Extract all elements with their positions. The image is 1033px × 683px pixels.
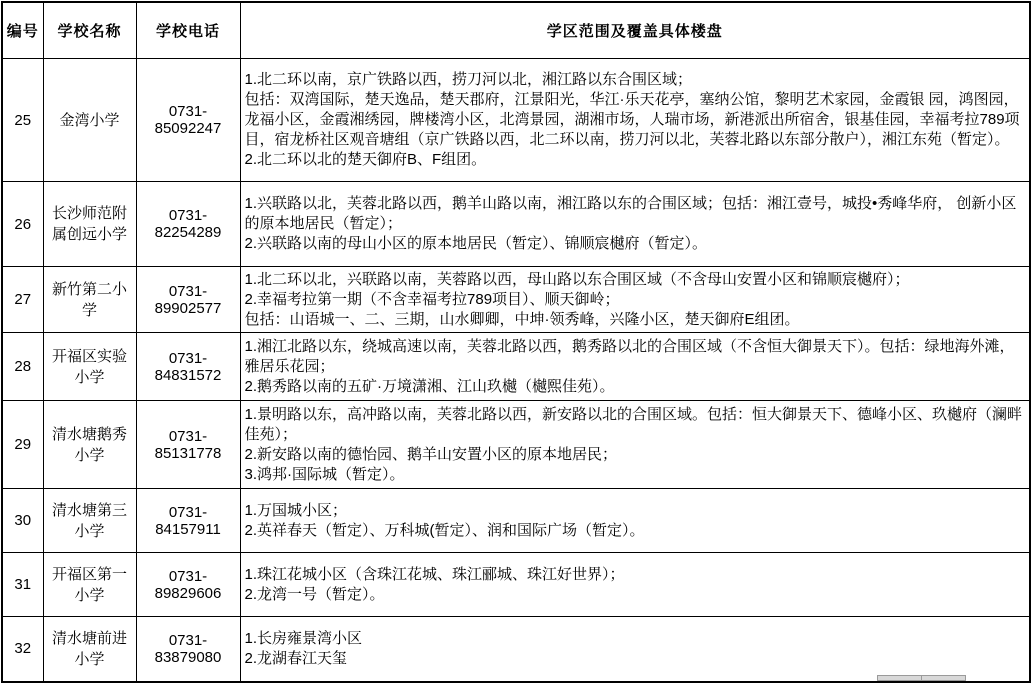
partial-next-row-fragment-left (877, 675, 922, 681)
district-range-line: 1.兴联路以北，芙蓉北路以西，鹅羊山路以南，湘江路以东的合围区域；包括：湘江壹号，城投•秀峰华府， 创新小区的原本地居民（暂定）； (244, 195, 1017, 232)
row-id-cell: 25 (2, 59, 43, 182)
row-id-cell: 32 (2, 617, 43, 682)
school-phone-cell: 0731-84157911 (136, 489, 240, 553)
school-name-cell: 新竹第二小学 (43, 267, 136, 333)
header-row (2, 2, 1030, 59)
row-id-cell: 28 (2, 333, 43, 401)
school-name-cell: 开福区实验小学 (43, 333, 136, 401)
district-range-line: 1.北二环以南，京广铁路以西，捞刀河以北，湘江路以东合围区域； (244, 71, 693, 88)
school-phone-cell: 0731-85092247 (136, 59, 240, 182)
school-phone-cell: 0731-84831572 (136, 333, 240, 401)
district-range-line: 2.英祥春天（暂定）、万科城(暂定）、润和国际广场（暂定）。 (244, 521, 645, 539)
school-phone-cell: 0731-89829606 (136, 553, 240, 617)
partial-next-row-fragment-right (921, 675, 966, 681)
row-id-cell: 26 (2, 182, 43, 267)
district-range-cell (240, 59, 1030, 182)
district-range-line: 3.鸿邦·国际城（暂定）。 (244, 465, 405, 483)
district-range-line: 1.长房雍景湾小区 (244, 629, 363, 647)
school-name-cell: 清水塘前进小学 (43, 617, 136, 682)
school-district-table (1, 1, 1031, 683)
district-range-cell (240, 617, 1030, 682)
district-range-cell (240, 401, 1030, 489)
district-range-cell (240, 182, 1030, 267)
district-range-line: 1.湘江北路以东，绕城高速以南，芙蓉北路以西，鹅秀路以北的合围区域（不含恒大御景天下）。包括：绿地海外滩，雅居乐花园； (244, 337, 1015, 375)
header-school-phone: 学校电话 (136, 2, 240, 59)
header-district-range: 学区范围及覆盖具体楼盘 (240, 2, 1030, 59)
district-range-cell (240, 267, 1030, 333)
district-range-cell (240, 333, 1030, 401)
district-range-line: 1.万国城小区； (244, 501, 348, 519)
district-range-line: 2.北二环以北的楚天御府B、F组团。 (244, 151, 487, 168)
header-id: 编号 (2, 2, 43, 59)
district-range-line: 2.新安路以南的德怡园、鹅羊山安置小区的原本地居民； (244, 445, 618, 463)
school-phone-cell: 0731-89902577 (136, 267, 240, 333)
district-range-line: 2.兴联路以南的母山小区的原本地居民（暂定）、锦顺宸樾府（暂定）。 (244, 235, 708, 252)
district-range-line: 1.珠江花城小区（含珠江花城、珠江郦城、珠江好世界）； (244, 565, 625, 583)
row-id-cell: 27 (2, 267, 43, 333)
table-row (2, 333, 1030, 401)
table-row (2, 553, 1030, 617)
district-range-line: 2.龙湖春江天玺 (244, 649, 348, 667)
district-range-line: 包括：山语城一、二、三期，山水卿卿，中坤·领秀峰，兴隆小区，楚天御府E组团。 (244, 310, 800, 328)
district-range-cell (240, 553, 1030, 617)
school-phone-cell: 0731-85131778 (136, 401, 240, 489)
table-row (2, 489, 1030, 553)
school-name-cell: 金湾小学 (43, 59, 136, 182)
school-phone-cell: 0731-82254289 (136, 182, 240, 267)
table-row (2, 267, 1030, 333)
table-row (2, 182, 1030, 267)
school-name-cell: 长沙师范附属创远小学 (43, 182, 136, 267)
row-id-cell: 29 (2, 401, 43, 489)
table-row (2, 59, 1030, 182)
school-name-cell: 清水塘第三小学 (43, 489, 136, 553)
table-header (2, 2, 1030, 59)
district-range-line: 2.幸福考拉第一期（不含幸福考拉789项目）、顺天御岭； (244, 290, 620, 308)
district-range-cell (240, 489, 1030, 553)
school-name-cell: 开福区第一小学 (43, 553, 136, 617)
table-body (2, 59, 1030, 682)
district-range-line: 1.北二环以北，兴联路以南，芙蓉路以西，母山路以东合围区域（不含母山安置小区和锦顺宸樾府）； (244, 270, 910, 288)
table-row (2, 617, 1030, 682)
row-id-cell: 30 (2, 489, 43, 553)
row-id-cell: 31 (2, 553, 43, 617)
district-range-line: 1.景明路以东，高冲路以南，芙蓉北路以西，新安路以北的合围区域。包括：恒大御景天下、德峰小区、玖樾府（澜畔佳苑）； (244, 405, 1023, 443)
table-row (2, 401, 1030, 489)
district-range-line: 2.龙湾一号（暂定）。 (244, 585, 385, 603)
district-range-line: 包括：双湾国际，楚天逸品，楚天郡府，江景阳光，华江·乐天花亭，塞纳公馆，黎明艺术家园，金霞银 园，鸿图园，龙福小区，金霞湘绣园，牌楼湾小区，北湾景园，湖湘市场，人瑞市场，新港派出所宿舍，银基佳园，幸福考拉789项目，宿龙桥社区观音塘组（京广铁路以西，北二环以南，捞刀河以北，芙蓉北路以东部分散户），湘江东苑（暂定）。 (244, 91, 1020, 148)
school-name-cell: 清水塘鹅秀小学 (43, 401, 136, 489)
header-school-name: 学校名称 (43, 2, 136, 59)
district-range-line: 2.鹅秀路以南的五矿·万境潇湘、江山玖樾（樾熙佳苑）。 (244, 377, 615, 395)
school-phone-cell: 0731-83879080 (136, 617, 240, 682)
